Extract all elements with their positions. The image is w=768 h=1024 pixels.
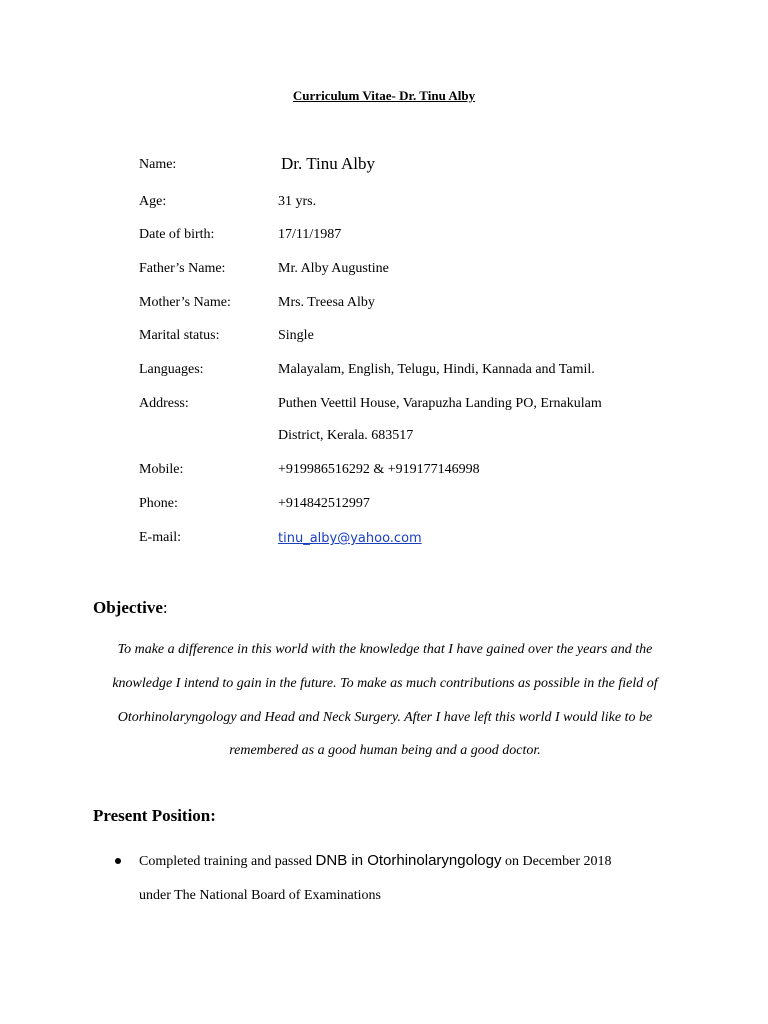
bullet-text-before: Completed training and passed bbox=[139, 854, 316, 869]
marital-status-label: Marital status: bbox=[139, 328, 220, 343]
address-value-continued: District, Kerala. 683517 bbox=[278, 428, 414, 443]
phone-label: Phone: bbox=[139, 496, 178, 511]
email-link[interactable]: tinu_alby@yahoo.com bbox=[278, 531, 422, 546]
present-position-heading: Present Position: bbox=[93, 806, 216, 825]
languages-label: Languages: bbox=[139, 362, 204, 377]
objective-heading bbox=[93, 598, 168, 618]
address-value: Puthen Veettil House, Varapuzha Landing PO, Ernakulam bbox=[278, 396, 602, 411]
info-row-dob bbox=[0, 227, 768, 249]
email-label: E-mail: bbox=[139, 530, 181, 545]
age-label: Age: bbox=[139, 194, 167, 209]
dob-label: Date of birth: bbox=[139, 227, 215, 242]
info-row-address bbox=[0, 396, 768, 418]
address-label: Address: bbox=[139, 396, 189, 411]
name-value: Dr. Tinu Alby bbox=[281, 154, 376, 173]
info-row-age bbox=[0, 194, 768, 216]
info-row-marital bbox=[0, 328, 768, 350]
father-name-label: Father’s Name: bbox=[139, 261, 226, 276]
phone-value: +914842512997 bbox=[278, 496, 370, 511]
mobile-label: Mobile: bbox=[139, 462, 184, 477]
info-row-languages bbox=[0, 362, 768, 384]
marital-status-value: Single bbox=[278, 328, 314, 343]
info-row-mobile bbox=[0, 462, 768, 484]
document-title: Curriculum Vitae- Dr. Tinu Alby bbox=[292, 88, 476, 103]
age-value: 31 yrs. bbox=[278, 194, 317, 209]
bullet-text-emphasis: DNB in Otorhinolaryngology bbox=[315, 852, 502, 869]
info-row-name bbox=[0, 154, 768, 179]
bullet-icon bbox=[115, 858, 121, 864]
info-row-father bbox=[0, 261, 768, 283]
info-row-email bbox=[0, 530, 768, 552]
objective-heading-colon: : bbox=[162, 598, 168, 617]
objective-text: To make a difference in this world with the knowledge that I have gained over the years and the knowledge I intend to gain in the future. To make as much contributions as possible in the field of Otorhinolaryngology and Head and Neck Surgery. After I have left this world I would like to be remembered as a good human being and a good doctor. bbox=[112, 642, 658, 759]
bullet-text-after: on December 2018 bbox=[501, 854, 612, 869]
bullet-line-1 bbox=[139, 844, 768, 879]
bullet-line-2: under The National Board of Examinations bbox=[139, 888, 381, 903]
objective-heading-text: Objective bbox=[93, 598, 163, 617]
info-row-mother bbox=[0, 295, 768, 317]
info-row-phone bbox=[0, 496, 768, 518]
present-position-list bbox=[0, 844, 768, 913]
languages-value: Malayalam, English, Telugu, Hindi, Kannada and Tamil. bbox=[278, 362, 595, 377]
name-label: Name: bbox=[139, 157, 177, 172]
mother-name-label: Mother’s Name: bbox=[139, 295, 231, 310]
father-name-value: Mr. Alby Augustine bbox=[278, 261, 389, 276]
mother-name-value: Mrs. Treesa Alby bbox=[278, 295, 375, 310]
dob-value: 17/11/1987 bbox=[278, 227, 342, 242]
mobile-value: +919986516292 & +919177146998 bbox=[278, 462, 480, 477]
list-item bbox=[0, 844, 768, 913]
